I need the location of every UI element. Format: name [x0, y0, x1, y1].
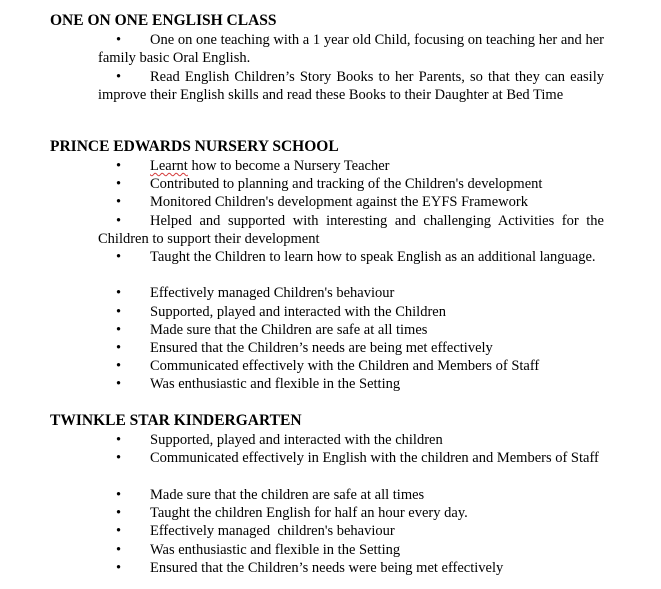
- list-item-text: Made sure that the Children are safe at all times: [150, 321, 428, 338]
- bullet-icon: •: [116, 212, 122, 229]
- list-item-text: Ensured that the Children’s needs were being met effectively: [150, 559, 504, 576]
- list-item-text: Taught the children English for half an hour every day.: [150, 505, 468, 522]
- section-heading: TWINKLE STAR KINDERGARTEN: [50, 412, 302, 429]
- list-item: [98, 321, 604, 339]
- list-item-text: [98, 157, 604, 175]
- list-item-text: Monitored Children's development against the EYFS Framework: [150, 194, 528, 211]
- bullet-icon: •: [116, 194, 122, 211]
- section-heading: PRINCE EDWARDS NURSERY SCHOOL: [50, 138, 339, 155]
- list-item-text: Communicated effectively with the Children and Members of Staff: [150, 358, 540, 375]
- list-item: [98, 212, 604, 248]
- list-item-text: Effectively managed Children's behaviour: [150, 285, 395, 302]
- list-item: [98, 339, 604, 357]
- list-item-text: Read English Children’s Story Books to her Parents, so that they can easily improve their English skills and read these Books to their Daughter at Bed Time: [98, 68, 604, 103]
- list-item: [98, 559, 604, 577]
- list-item: [98, 375, 604, 393]
- list-item-text-rest: how to become a Nursery Teacher: [187, 158, 390, 174]
- list-item-text: Was enthusiastic and flexible in the Setting: [150, 376, 401, 393]
- list-item: [98, 357, 604, 375]
- list-item-text: Ensured that the Children’s needs are being met effectively: [150, 340, 493, 356]
- bullet-icon: •: [116, 303, 122, 320]
- bullet-icon: •: [116, 432, 122, 448]
- list-item: [98, 68, 604, 104]
- section-heading: ONE ON ONE ENGLISH CLASS: [50, 12, 277, 29]
- list-item: [98, 504, 604, 522]
- list-item-text: Made sure that the children are safe at all times: [150, 487, 425, 503]
- bullet-icon: •: [116, 249, 122, 265]
- bullet-icon: •: [116, 358, 122, 375]
- list-item: [98, 486, 604, 504]
- list-item-text: One on one teaching with a 1 year old Child, focusing on teaching her and her family basic Oral English.: [98, 32, 604, 67]
- list-item: [98, 431, 604, 449]
- list-item: [98, 248, 604, 266]
- list-item-text: Effectively managed children's behaviour: [150, 523, 395, 540]
- bullet-icon: •: [116, 32, 122, 48]
- list-item: [98, 175, 604, 193]
- list-item-text: Was enthusiastic and flexible in the Setting: [150, 541, 401, 558]
- spellcheck-word: Learnt: [150, 158, 188, 174]
- bullet-icon: •: [116, 158, 122, 174]
- bullet-icon: •: [116, 523, 122, 540]
- list-item: [98, 522, 604, 540]
- bullet-icon: •: [116, 376, 122, 393]
- bullet-icon: •: [116, 285, 122, 302]
- list-item: [98, 31, 604, 67]
- list-item-text: Supported, played and interacted with the Children: [150, 303, 446, 320]
- list-item-text: Communicated effectively in English with the children and Members of Staff: [150, 450, 599, 467]
- bullet-icon: •: [116, 450, 122, 467]
- bullet-icon: •: [116, 340, 122, 356]
- bullet-icon: •: [116, 487, 122, 503]
- bullet-icon: •: [116, 541, 122, 558]
- list-item: [98, 193, 604, 211]
- list-item: [98, 449, 604, 467]
- bullet-icon: •: [116, 68, 122, 85]
- bullet-icon: •: [116, 321, 122, 338]
- list-item-text: Taught the Children to learn how to speak English as an additional language.: [150, 249, 596, 265]
- bullet-icon: •: [116, 176, 122, 193]
- list-item: [98, 303, 604, 321]
- list-item-text: Helped and supported with interesting and challenging Activities for the Children to support their development: [98, 212, 604, 247]
- list-item: [98, 284, 604, 302]
- bullet-icon: •: [116, 505, 122, 522]
- list-item-text: Contributed to planning and tracking of the Children's development: [150, 176, 543, 193]
- list-item-text: Supported, played and interacted with the children: [150, 432, 443, 448]
- list-item: [98, 541, 604, 559]
- bullet-icon: •: [116, 559, 122, 576]
- list-item: [98, 157, 604, 175]
